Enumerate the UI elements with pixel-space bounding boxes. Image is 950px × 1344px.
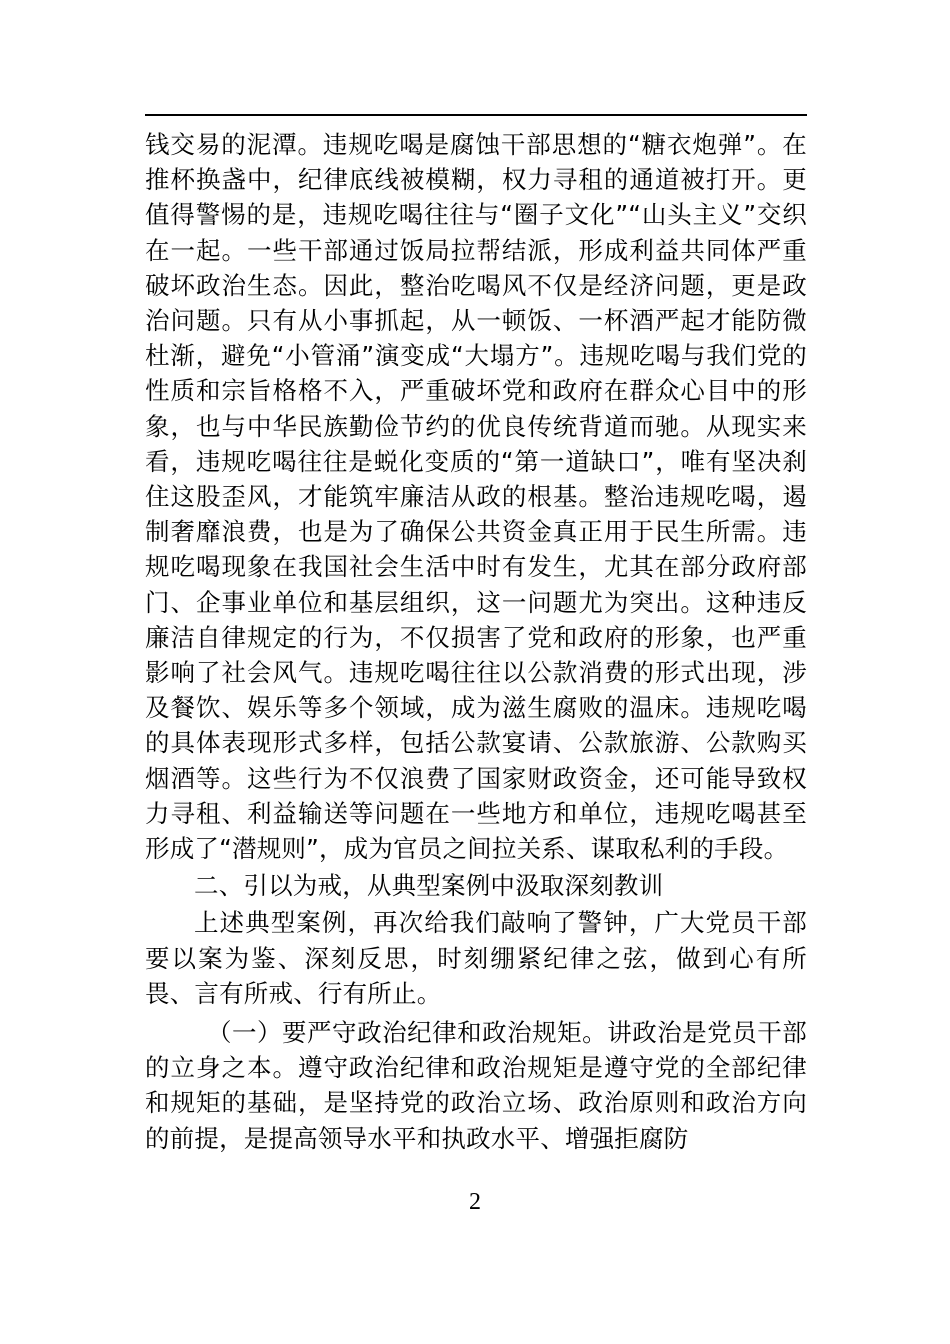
document-body xyxy=(145,127,807,1156)
page-number: 2 xyxy=(469,1189,481,1215)
section-heading: 二、引以为戒，从典型案例中汲取深刻教训 xyxy=(194,871,664,901)
header-rule xyxy=(145,114,807,116)
paragraph-subsection-1: （一）要严守政治纪律和政治规矩。讲政治是党员干部的立身之本。遵守政治纪律和政治规矩是遵守党的全部纪律和规矩的基础，是坚持党的政治立场、政治原则和政治方向的前提，是提高领导水平和执政水平、增强拒腐防 xyxy=(145,1018,807,1153)
paragraph-continuation: 钱交易的泥潭。违规吃喝是腐蚀干部思想的“糖衣炮弹”。在推杯换盏中，纪律底线被模糊，权力寻租的通道被打开。更值得警惕的是，违规吃喝往往与“圈子文化”“山头主义”交织在一起。一些干部通过饭局拉帮结派，形成利益共同体严重破坏政治生态。因此，整治吃喝风不仅是经济问题，更是政治问题。只有从小事抓起，从一顿饭、一杯酒严起才能防微杜渐，避免“小管涌”演变成“大塌方”。违规吃喝与我们党的性质和宗旨格格不入，严重破坏党和政府在群众心目中的形象，也与中华民族勤俭节约的优良传统背道而驰。从现实来看，违规吃喝往往是蜕化变质的“第一道缺口”，唯有坚决刹住这股歪风，才能筑牢廉洁从政的根基。整治违规吃喝，遏制奢靡浪费，也是为了确保公共资金真正用于民生所需。违规吃喝现象在我国社会生活中时有发生，尤其在部分政府部门、企事业单位和基层组织，这一问题尤为突出。这种违反廉洁自律规定的行为，不仅损害了党和政府的形象，也严重影响了社会风气。违规吃喝往往以公款消费的形式出现，涉及餐饮、娱乐等多个领域，成为滋生腐败的温床。违规吃喝的具体表现形式多样，包括公款宴请、公款旅游、公款购买烟酒等。这些行为不仅浪费了国家财政资金，还可能导致权力寻租、利益输送等问题在一些地方和单位，违规吃喝甚至形成了“潜规则”，成为官员之间拉关系、谋取私利的手段。 xyxy=(145,130,807,864)
paragraph-intro: 上述典型案例，再次给我们敲响了警钟，广大党员干部要以案为鉴、深刻反思，时刻绷紧纪律之弦，做到心有所畏、言有所戒、行有所止。 xyxy=(145,908,807,1008)
